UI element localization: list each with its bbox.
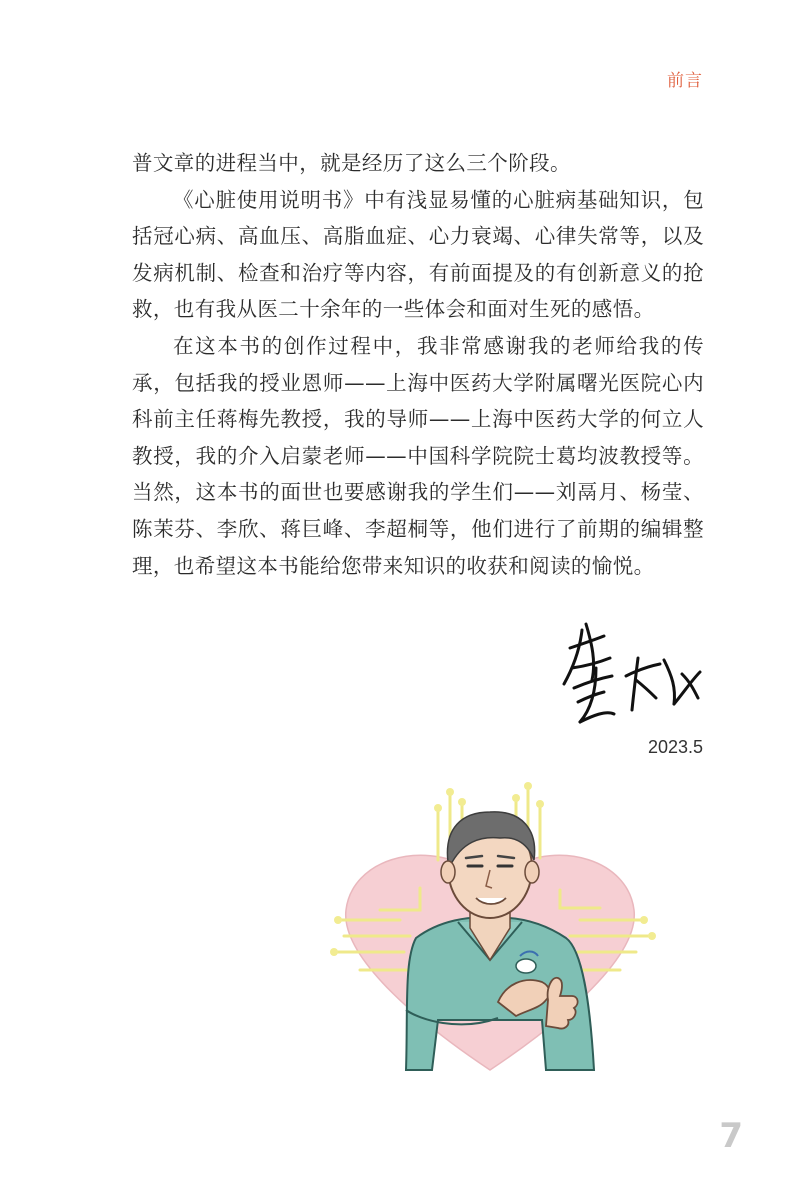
signature-date: 2023.5 (647, 737, 703, 757)
paragraph-1: 普文章的进程当中，就是经历了这么三个阶段。 (132, 151, 571, 175)
page-number: 7 (719, 1116, 743, 1156)
section-title: 前言 (667, 71, 703, 91)
paragraph-3: 在这本书的创作过程中，我非常感谢我的老师给我的传承，包括我的授业恩师——上海中医药大学附属曙光医院心内科前主任蒋梅先教授，我的导师——上海中医药大学的何立人教授，我的介入启蒙老师——中国科学院院士葛均波教授等。当然，这本书的面世也要感谢我的学生们——刘鬲月、杨莹、陈茉芬、李欣、蒋巨峰、李超桐等，他们进行了前期的编辑整理，也希望这本书能给您带来知识的收获和阅读的愉悦。 (132, 333, 704, 578)
body-text (132, 145, 704, 584)
paragraph-2: 《心脏使用说明书》中有浅显易懂的心脏病基础知识，包括冠心病、高血压、高脂血症、心力衰竭、心律失常等，以及发病机制、检查和治疗等内容，有前面提及的有创新意义的抢救，也有我从医二十余年的一些体会和面对生死的感悟。 (132, 187, 704, 322)
doctor-illustration (320, 770, 660, 1110)
handwritten-signature (552, 618, 708, 730)
